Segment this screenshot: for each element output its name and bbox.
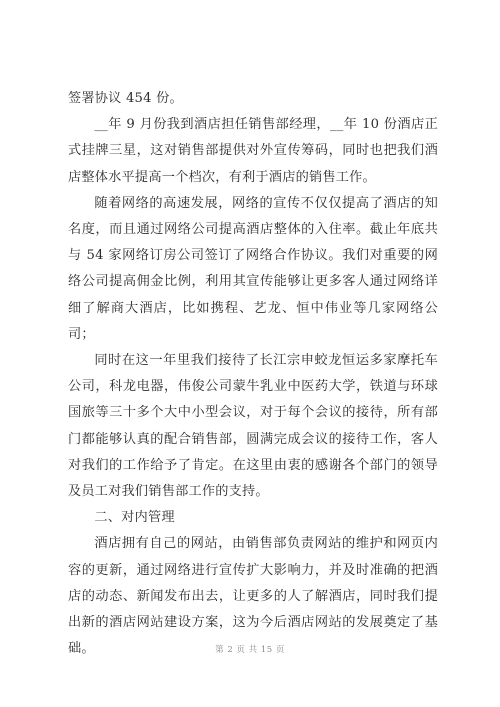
page-number-footer: 第 2 页 共 15 页 bbox=[215, 645, 285, 655]
paragraph-network-promotion: 随着网络的高速发展，网络的宣传不仅仅提高了酒店的知名度，而且通过网络公司提高酒店整体的入住率。截止年底共与 54 家网络订房公司签订了网络合作协议。我们对重要的网络公司提高佣金比例，利用其宣传能够让更多客人通过网络详细了解商大酒店，比如携程、艺龙、恒中伟业等几家网络公司； bbox=[68, 195, 438, 342]
section-heading-internal-management: 二、对内管理 bbox=[94, 510, 175, 526]
paragraph-sales-manager: __年 9 月份我到酒店担任销售部经理，__年 10 份酒店正式挂牌三星，这对销售部提供对外宣传筹码，同时也把我们酒店整体水平提高一个档次，有利于酒店的销售工作。 bbox=[68, 117, 438, 185]
paragraph-meeting-reception: 同时在这一年里我们接待了长江宗申蛟龙恒运多家摩托车公司，科龙电器，伟俊公司蒙牛乳业中医药大学，铁道与环球国旅等三十多个大中小型会议，对于每个会议的接待，所有部门都能够认真的配合销售部，圆满完成会议的接待工作，客人对我们的工作给予了肯定。在这里由衷的感谢各个部门的领导及员工对我们销售部工作的支持。 bbox=[68, 353, 438, 500]
paragraph-hotel-website: 酒店拥有自己的网站，由销售部负责网站的维护和网页内容的更新，通过网络进行宣传扩大影响力，并及时准确的把酒店的动态、新闻发布出去，让更多的人了解酒店，同时我们提出新的酒店网站建设方案，这为今后酒店网站的发展奠定了基础。 bbox=[68, 536, 438, 657]
paragraph-signed-agreements: 签署协议 454 份。 bbox=[68, 91, 183, 106]
document-body bbox=[68, 86, 438, 662]
